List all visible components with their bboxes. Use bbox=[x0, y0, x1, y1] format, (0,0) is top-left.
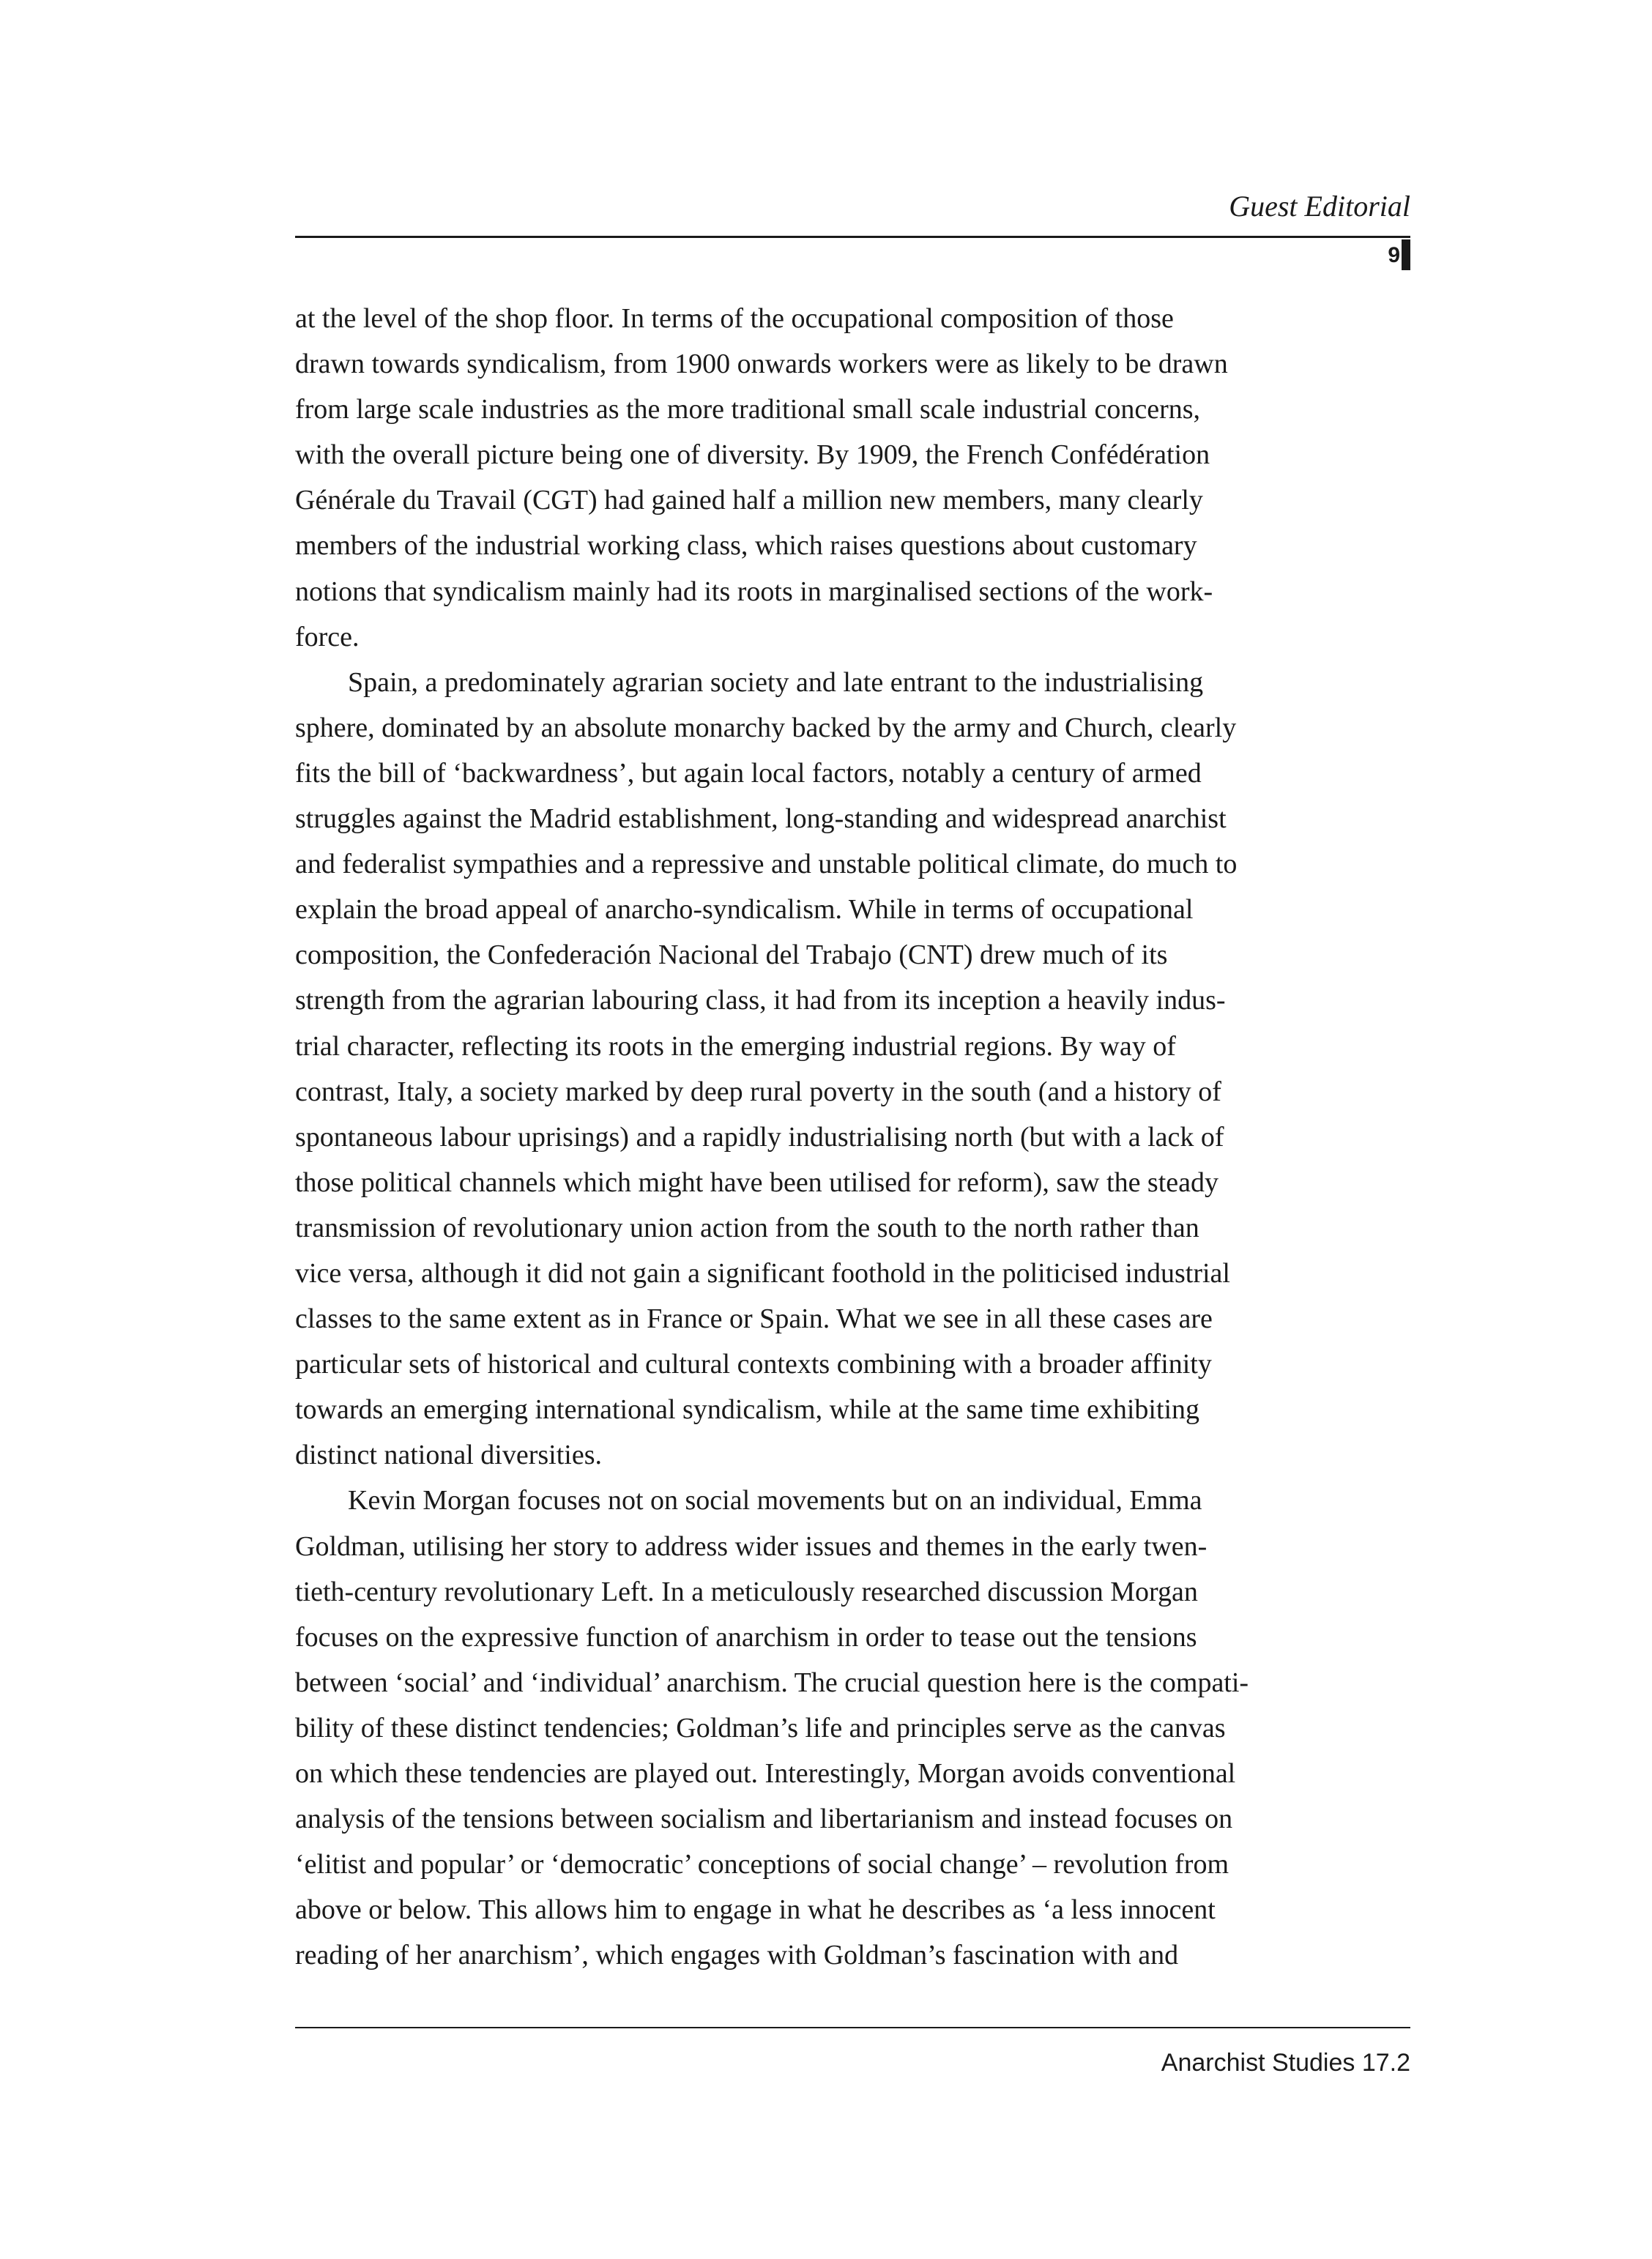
text-line: analysis of the tensions between socialism and libertarianism and instead focuses on bbox=[295, 1804, 1233, 1835]
text-line: Goldman, utilising her story to address wider issues and themes in the early twen- bbox=[295, 1530, 1208, 1562]
journal-footer: Anarchist Studies 17.2 bbox=[1161, 2049, 1410, 2077]
text-line: members of the industrial working class, which raises questions about customary bbox=[295, 530, 1197, 562]
text-line: trial character, reflecting its roots in the emerging industrial regions. By way of bbox=[295, 1030, 1176, 1062]
text-line: those political channels which might have been utilised for reform), saw the steady bbox=[295, 1166, 1219, 1198]
text-line: notions that syndicalism mainly had its roots in marginalised sections of the work- bbox=[295, 576, 1213, 607]
text-line: strength from the agrarian labouring class, it had from its inception a heavily indus- bbox=[295, 985, 1226, 1016]
text-line: Générale du Travail (CGT) had gained half a million new members, many clearly bbox=[295, 485, 1203, 516]
text-line: from large scale industries as the more traditional small scale industrial concerns, bbox=[295, 394, 1201, 425]
paragraph-1 bbox=[295, 296, 1410, 660]
header-rule bbox=[295, 236, 1410, 238]
text-line: composition, the Confederación Nacional del Trabajo (CNT) drew much of its bbox=[295, 939, 1168, 971]
body-text bbox=[295, 296, 1410, 1978]
text-line: classes to the same extent as in France or Spain. What we see in all these cases are bbox=[295, 1303, 1213, 1335]
page-number-bar bbox=[1402, 239, 1410, 270]
text-line: above or below. This allows him to engage in what he describes as ‘a less innocent bbox=[295, 1894, 1216, 1926]
text-line: force. bbox=[295, 621, 360, 652]
text-line: sphere, dominated by an absolute monarchy backed by the army and Church, clearly bbox=[295, 712, 1237, 743]
text-line: spontaneous labour uprisings) and a rapidly industrialising north (but with a lack of bbox=[295, 1121, 1224, 1153]
text-line: focuses on the expressive function of anarchism in order to tease out the tensions bbox=[295, 1621, 1197, 1653]
text-line: Spain, a predominately agrarian society and late entrant to the industrialising bbox=[348, 666, 1204, 698]
text-line: vice versa, although it did not gain a significant foothold in the politicised industrial bbox=[295, 1257, 1230, 1289]
text-line: contrast, Italy, a society marked by deep rural poverty in the south (and a history of bbox=[295, 1076, 1221, 1107]
text-line: distinct national diversities. bbox=[295, 1440, 602, 1471]
text-line: struggles against the Madrid establishment, long-standing and widespread anarchist bbox=[295, 803, 1227, 835]
text-line: drawn towards syndicalism, from 1900 onwards workers were as likely to be drawn bbox=[295, 349, 1228, 380]
text-line: with the overall picture being one of diversity. By 1909, the French Confédération bbox=[295, 439, 1210, 471]
text-line: explain the broad appeal of anarcho-syndicalism. While in terms of occupational bbox=[295, 894, 1194, 926]
text-line: towards an emerging international syndicalism, while at the same time exhibiting bbox=[295, 1394, 1200, 1426]
text-line: between ‘social’ and ‘individual’ anarchism. The crucial question here is the compati- bbox=[295, 1667, 1249, 1698]
paragraph-3 bbox=[295, 1478, 1410, 1978]
text-line: on which these tendencies are played out. Interestingly, Morgan avoids conventional bbox=[295, 1758, 1236, 1789]
text-line: particular sets of historical and cultural contexts combining with a broader affinity bbox=[295, 1349, 1212, 1380]
text-line: at the level of the shop floor. In terms of the occupational composition of those bbox=[295, 303, 1174, 334]
text-line: tieth-century revolutionary Left. In a meticulously researched discussion Morgan bbox=[295, 1576, 1198, 1607]
paragraph-2 bbox=[295, 660, 1410, 1478]
text-line: fits the bill of ‘backwardness’, but again local factors, notably a century of armed bbox=[295, 757, 1202, 789]
text-line: reading of her anarchism’, which engages with Goldman’s fascination with and bbox=[295, 1940, 1179, 1971]
footer-rule bbox=[295, 2027, 1410, 2028]
text-line: bility of these distinct tendencies; Goldman’s life and principles serve as the canvas bbox=[295, 1712, 1226, 1743]
text-line: transmission of revolutionary union action from the south to the north rather than bbox=[295, 1212, 1199, 1243]
text-line: and federalist sympathies and a repressive and unstable political climate, do much to bbox=[295, 849, 1238, 880]
page-number: 9 bbox=[1388, 243, 1400, 267]
text-line: Kevin Morgan focuses not on social movements but on an individual, Emma bbox=[348, 1485, 1202, 1516]
running-head: Guest Editorial bbox=[1229, 190, 1410, 223]
text-line: ‘elitist and popular’ or ‘democratic’ conceptions of social change’ – revolution from bbox=[295, 1849, 1229, 1880]
